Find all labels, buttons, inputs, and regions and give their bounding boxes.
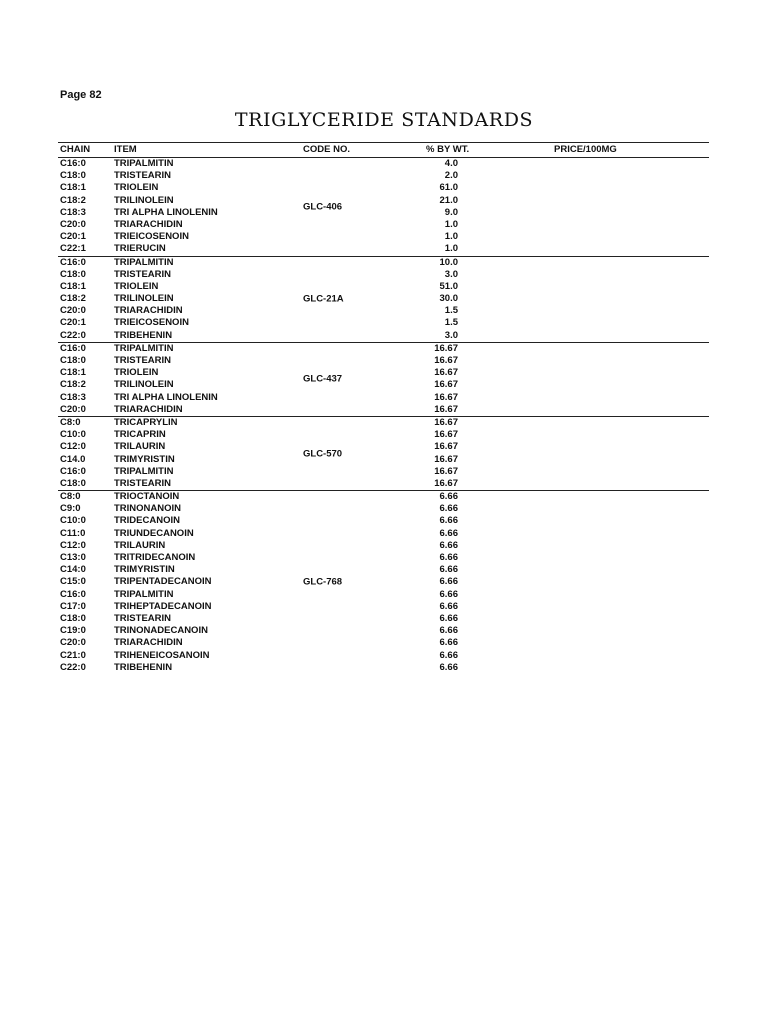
chain-cell: C9:0 [60, 503, 81, 515]
percent-cell: 16.67 [434, 453, 458, 465]
chain-cell: C18:2 [60, 379, 86, 391]
percent-cell: 6.66 [439, 564, 458, 576]
item-cell: TRILINOLEIN [114, 379, 174, 391]
percent-cell: 6.66 [439, 503, 458, 515]
product-group [58, 491, 709, 674]
chain-cell: C13:0 [60, 552, 86, 563]
item-cell: TRI ALPHA LINOLENIN [114, 391, 218, 403]
percent-cell: 10.0 [439, 256, 458, 268]
percent-cell: 1.5 [444, 305, 458, 317]
percent-cell: 1.0 [444, 231, 458, 243]
item-cell: TRIHENEICOSANOIN [114, 649, 210, 661]
table-row [58, 540, 709, 552]
table-header [58, 143, 709, 158]
item-cell: TRIOLEIN [114, 280, 159, 292]
table-row [58, 343, 709, 355]
chain-cell: C15:0 [60, 576, 86, 588]
code-number: GLC-21A [303, 293, 344, 305]
chain-cell: C20:0 [60, 305, 86, 317]
chain-cell: C18:1 [60, 367, 86, 379]
table-row [58, 269, 709, 281]
chain-cell: C18:1 [60, 280, 86, 292]
item-cell: TRIOLEIN [114, 367, 159, 379]
table-row [58, 589, 709, 601]
chain-cell: C21:0 [60, 649, 86, 661]
column-header-chain: CHAIN [60, 144, 91, 155]
item-cell: TRISTEARIN [114, 268, 171, 280]
table-row [58, 392, 709, 404]
table-row [58, 441, 709, 453]
item-cell: TRIMYRISTIN [114, 564, 175, 576]
code-number: GLC-768 [303, 576, 343, 588]
table-row [58, 503, 709, 515]
chain-cell: C16:0 [60, 158, 86, 169]
table-row [58, 417, 709, 429]
chain-cell: C12:0 [60, 441, 86, 453]
column-header-percent: % BY WT. [426, 144, 470, 155]
chain-cell: C12:0 [60, 539, 86, 551]
table-row [58, 515, 709, 527]
table-row [58, 305, 709, 317]
table-row [58, 257, 709, 269]
percent-cell: 16.67 [434, 355, 458, 366]
table-row [58, 317, 709, 329]
item-cell: TRICAPRIN [114, 429, 166, 441]
chain-cell: C8:0 [60, 416, 81, 428]
table-row [58, 355, 709, 367]
table-row [58, 231, 709, 243]
column-header-code: CODE NO. [303, 144, 350, 155]
table-row [58, 564, 709, 576]
percent-cell: 6.66 [439, 625, 458, 637]
product-group [58, 343, 709, 417]
item-cell: TRIOLEIN [114, 182, 159, 194]
table-row [58, 367, 709, 379]
item-cell: TRIPENTADECANOIN [114, 576, 212, 588]
item-cell: TRINONADECANOIN [114, 625, 208, 637]
table-row [58, 454, 709, 466]
percent-cell: 30.0 [439, 293, 458, 305]
item-cell: TRICAPRYLIN [114, 416, 178, 428]
chain-cell: C18:0 [60, 612, 86, 624]
chain-cell: C10:0 [60, 429, 86, 441]
table-row [58, 625, 709, 637]
percent-cell: 6.66 [439, 612, 458, 624]
percent-cell: 6.66 [439, 527, 458, 539]
chain-cell: C18:0 [60, 170, 86, 182]
table-row [58, 207, 709, 219]
chain-cell: C20:0 [60, 218, 86, 230]
percent-cell: 16.67 [434, 367, 458, 379]
table-row [58, 662, 709, 674]
percent-cell: 6.66 [439, 588, 458, 600]
item-cell: TRIHEPTADECANOIN [114, 600, 212, 612]
item-cell: TRIARACHIDIN [114, 305, 183, 317]
chain-cell: C16:0 [60, 465, 86, 477]
item-cell: TRIOCTANOIN [114, 491, 180, 503]
percent-cell: 16.67 [434, 379, 458, 391]
percent-cell: 1.5 [444, 317, 458, 329]
chain-cell: C18:0 [60, 268, 86, 280]
product-group [58, 417, 709, 491]
percent-cell: 21.0 [439, 194, 458, 206]
item-cell: TRIEICOSENOIN [114, 317, 189, 329]
item-cell: TRIARACHIDIN [114, 403, 183, 415]
percent-cell: 16.67 [434, 391, 458, 403]
chain-cell: C14:0 [60, 564, 86, 576]
code-number: GLC-406 [303, 201, 343, 213]
product-group [58, 158, 709, 257]
table-row [58, 330, 709, 342]
item-cell: TRIPALMITIN [114, 256, 174, 268]
percent-cell: 6.66 [439, 600, 458, 612]
table-row [58, 528, 709, 540]
item-cell: TRISTEARIN [114, 355, 171, 366]
item-cell: TRIPALMITIN [114, 342, 174, 354]
chain-cell: C22:0 [60, 661, 86, 673]
chain-cell: C20:0 [60, 637, 86, 649]
percent-cell: 16.67 [434, 416, 458, 428]
percent-cell: 3.0 [444, 329, 458, 341]
table-row [58, 429, 709, 441]
item-cell: TRIBEHENIN [114, 329, 173, 341]
item-cell: TRIARACHIDIN [114, 218, 183, 230]
item-cell: TRINONANOIN [114, 503, 182, 515]
chain-cell: C18:0 [60, 477, 86, 489]
item-cell: TRI ALPHA LINOLENIN [114, 206, 218, 218]
table-row [58, 637, 709, 649]
percent-cell: 61.0 [439, 182, 458, 194]
standards-table [58, 142, 709, 674]
chain-cell: C20:0 [60, 403, 86, 415]
chain-cell: C18:3 [60, 206, 86, 218]
chain-cell: C19:0 [60, 625, 86, 637]
table-row [58, 195, 709, 207]
item-cell: TRIMYRISTIN [114, 453, 175, 465]
percent-cell: 6.66 [439, 491, 458, 503]
page-title: TRIGLYCERIDE STANDARDS [234, 109, 534, 131]
table-row [58, 379, 709, 391]
percent-cell: 6.66 [439, 539, 458, 551]
code-number: GLC-437 [303, 373, 343, 385]
chain-cell: C18:0 [60, 355, 86, 366]
item-cell: TRIERUCIN [114, 243, 166, 255]
percent-cell: 6.66 [439, 649, 458, 661]
table-row [58, 158, 709, 170]
table-row [58, 281, 709, 293]
table-row [58, 170, 709, 182]
chain-cell: C16:0 [60, 342, 86, 354]
item-cell: TRIPALMITIN [114, 465, 174, 477]
percent-cell: 16.67 [434, 465, 458, 477]
chain-cell: C16:0 [60, 256, 86, 268]
chain-cell: C17:0 [60, 600, 86, 612]
table-row [58, 601, 709, 613]
percent-cell: 16.67 [434, 429, 458, 441]
percent-cell: 16.67 [434, 342, 458, 354]
percent-cell: 6.66 [439, 637, 458, 649]
item-cell: TRIPALMITIN [114, 158, 174, 169]
chain-cell: C20:1 [60, 317, 86, 329]
percent-cell: 2.0 [444, 170, 458, 182]
table-row [58, 293, 709, 305]
item-cell: TRISTEARIN [114, 170, 171, 182]
chain-cell: C11:0 [60, 527, 86, 539]
item-cell: TRIPALMITIN [114, 588, 174, 600]
page-number: Page 82 [60, 89, 102, 101]
table-row [58, 243, 709, 255]
chain-cell: C10:0 [60, 515, 86, 527]
product-group [58, 257, 709, 343]
chain-cell: C8:0 [60, 491, 81, 503]
table-row [58, 552, 709, 564]
item-cell: TRIUNDECANOIN [114, 527, 194, 539]
item-cell: TRITRIDECANOIN [114, 552, 196, 563]
table-body [58, 158, 709, 674]
item-cell: TRIEICOSENOIN [114, 231, 189, 243]
item-cell: TRIBEHENIN [114, 661, 173, 673]
percent-cell: 16.67 [434, 403, 458, 415]
table-row [58, 491, 709, 503]
percent-cell: 16.67 [434, 441, 458, 453]
chain-cell: C22:1 [60, 243, 86, 255]
chain-cell: C18:3 [60, 391, 86, 403]
column-header-price: PRICE/100MG [554, 144, 617, 155]
chain-cell: C18:2 [60, 293, 86, 305]
item-cell: TRISTEARIN [114, 477, 171, 489]
item-cell: TRISTEARIN [114, 612, 171, 624]
percent-cell: 6.66 [439, 515, 458, 527]
percent-cell: 6.66 [439, 661, 458, 673]
table-row [58, 613, 709, 625]
chain-cell: C16:0 [60, 588, 86, 600]
table-row [58, 478, 709, 490]
table-row [58, 466, 709, 478]
item-cell: TRILINOLEIN [114, 194, 174, 206]
table-row [58, 650, 709, 662]
percent-cell: 51.0 [439, 280, 458, 292]
table-row [58, 576, 709, 588]
percent-cell: 6.66 [439, 576, 458, 588]
item-cell: TRILAURIN [114, 539, 166, 551]
table-row [58, 219, 709, 231]
percent-cell: 9.0 [444, 206, 458, 218]
chain-cell: C18:2 [60, 194, 86, 206]
chain-cell: C14.0 [60, 453, 86, 465]
code-number: GLC-570 [303, 448, 343, 459]
item-cell: TRILINOLEIN [114, 293, 174, 305]
percent-cell: 6.66 [439, 552, 458, 563]
column-header-item: ITEM [114, 144, 137, 155]
table-row [58, 404, 709, 416]
item-cell: TRIDECANOIN [114, 515, 180, 527]
percent-cell: 1.0 [444, 218, 458, 230]
item-cell: TRILAURIN [114, 441, 166, 453]
percent-cell: 1.0 [444, 243, 458, 255]
table-row [58, 182, 709, 194]
percent-cell: 3.0 [444, 268, 458, 280]
item-cell: TRIARACHIDIN [114, 637, 183, 649]
chain-cell: C22:0 [60, 329, 86, 341]
chain-cell: C18:1 [60, 182, 86, 194]
percent-cell: 16.67 [434, 477, 458, 489]
chain-cell: C20:1 [60, 231, 86, 243]
percent-cell: 4.0 [444, 158, 458, 169]
